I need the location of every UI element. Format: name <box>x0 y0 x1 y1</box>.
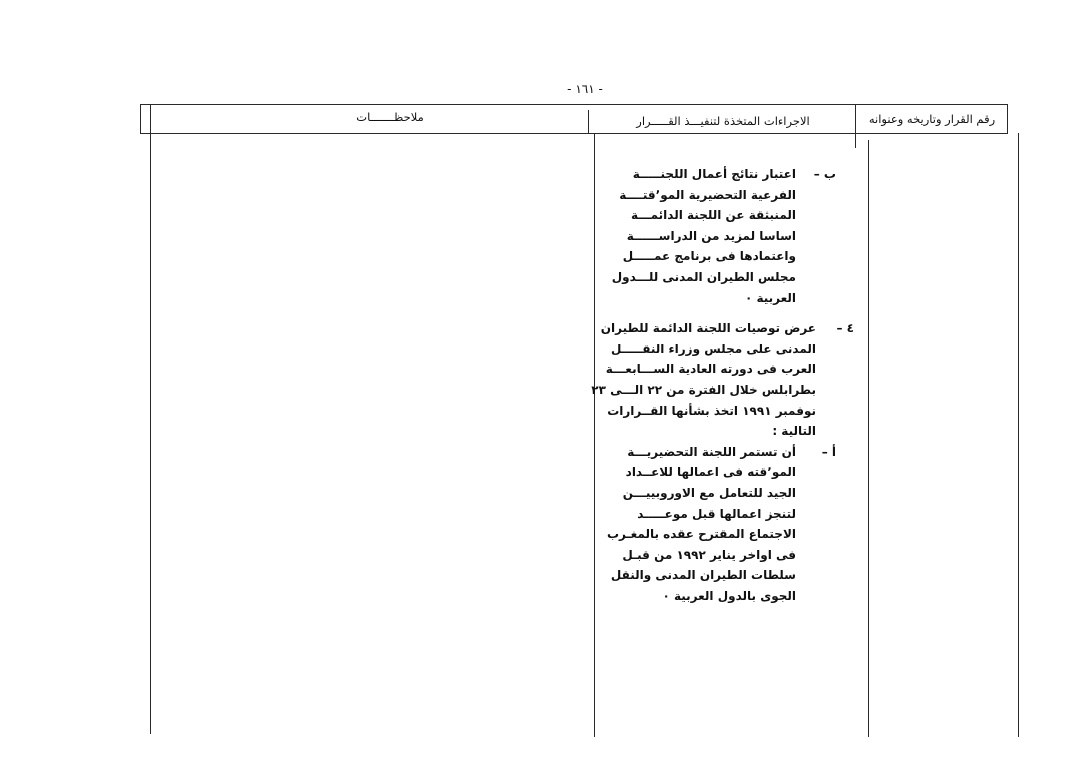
action-item-a <box>600 442 836 607</box>
item-line: المنبثقة عن اللجنة الدائمـــة <box>631 208 796 223</box>
column-divider-actions-decision-body <box>868 140 869 737</box>
item-line: واعتمادها فى برنامج عمـــــل <box>622 249 796 264</box>
item-line: أن تستمر اللجنة التحضيريـــة <box>627 444 796 459</box>
item-line: اساسا لمزيد من الدراســــــة <box>626 228 796 243</box>
column-divider-notes-actions <box>588 110 589 134</box>
item-marker: ب – <box>813 167 836 181</box>
header-bottom-border <box>140 133 1008 134</box>
header-actions: الاجراءات المتخذة لتنفيـــذ القـــــرار <box>636 114 810 128</box>
column-divider-notes-actions-body <box>594 133 595 737</box>
item-line: المو٬قته فى اعمالها للاعــداد <box>625 465 796 480</box>
item-marker: ٤ – <box>836 321 854 336</box>
item-line: الاجتماع المقترح عقده بالمغـرب <box>607 527 796 542</box>
page-number: - ١٦١ - <box>567 82 603 96</box>
item-line: العرب فى دورته العادية الســـابعـــة <box>605 362 816 377</box>
table-top-border <box>140 104 1008 105</box>
item-line: الفرعية التحضيرية المو٬قتــــة <box>619 187 796 202</box>
header-notes: ملاحظـــــــات <box>356 110 424 124</box>
item-line: المدنى على مجلس وزراء النقـــــل <box>610 341 816 356</box>
item-line: التالية : <box>772 424 816 439</box>
item-line: بطرابلس خلال الفترة من ٢٢ الـــى ٢٣ <box>591 382 816 397</box>
item-line: الجيد للتعامل مع الاوروبييـــن <box>622 485 796 500</box>
item-line: مجلس الطيران المدنى للـــدول <box>611 269 796 284</box>
actions-column-content <box>591 164 854 606</box>
item-line: فى اواخر يناير ١٩٩٢ من قبـل <box>622 547 796 562</box>
table-left-border <box>150 104 151 734</box>
item-line: العربية ٠ <box>744 290 796 305</box>
item-line: الجوى بالدول العربية ٠ <box>662 588 796 603</box>
item-line: نوفمبر ١٩٩١ اتخذ بشأنها القــرارات <box>607 403 816 418</box>
column-divider-actions-decision <box>855 104 856 148</box>
header-decision: رقم القرار وتاريخه وعنوانه <box>868 112 996 126</box>
action-item-4 <box>591 318 854 442</box>
table-right-border-body <box>1018 133 1019 737</box>
item-marker: أ – <box>821 444 836 459</box>
item-line: سلطات الطيران المدنى والنقل <box>610 568 796 583</box>
item-line: اعتبار نتائج أعمال اللجنـــــة <box>632 167 796 181</box>
item-line: لتنجز اعمالها قبل موعـــــد <box>637 506 796 521</box>
header-left-edge <box>140 104 141 134</box>
item-line: عرض توصيات اللجنة الدائمة للطيران <box>600 321 816 336</box>
action-item-b <box>600 164 836 308</box>
table-right-border <box>1007 104 1008 134</box>
